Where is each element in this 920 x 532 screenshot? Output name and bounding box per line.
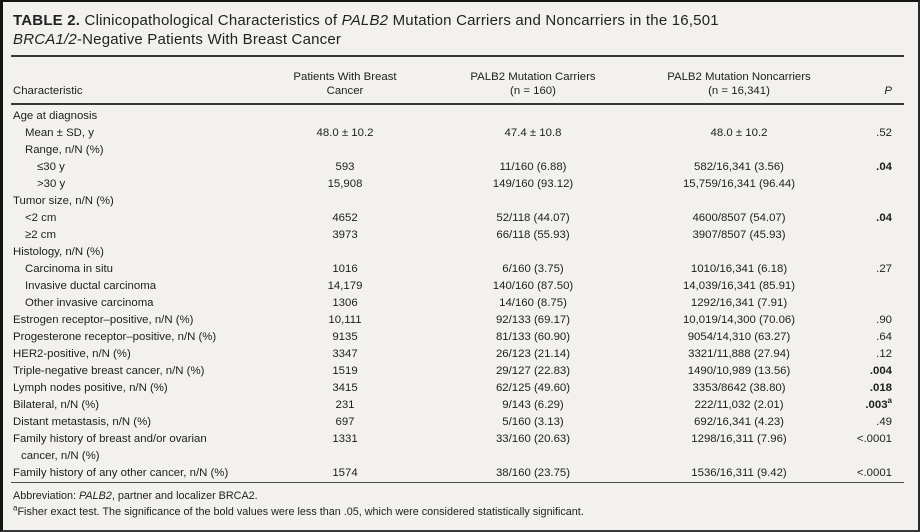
table-row: [3, 465, 918, 482]
p-value-superscript: a: [887, 395, 892, 405]
characteristic-cell: Histology, n/N (%): [13, 245, 104, 258]
carriers-cell: [435, 193, 631, 210]
p-value-cell: [847, 176, 918, 193]
significance-note: $^a$Fisher exact test. The significance of the bold values were less than .05, which were considered statistically significant.: [13, 502, 584, 518]
patients-cell: 9135: [332, 330, 358, 343]
characteristic-cell: ≥2 cm: [25, 228, 56, 241]
characteristic-cell: Age at diagnosis: [13, 109, 98, 122]
carriers-cell: 66/118 (55.93): [496, 228, 570, 241]
header-characteristic: Characteristic: [13, 84, 83, 97]
table-footnotes: [3, 483, 918, 520]
p-value-cell: .12: [876, 347, 892, 360]
characteristic-cell: HER2-positive, n/N (%): [13, 347, 131, 360]
table-row: [3, 312, 918, 329]
carriers-cell: 11/160 (6.88): [499, 160, 567, 173]
carriers-cell: 38/160 (23.75): [495, 466, 571, 479]
p-value-cell: [847, 227, 918, 244]
carriers-cell: 26/123 (21.14): [495, 347, 571, 360]
patients-cell: 48.0 ± 10.2: [316, 126, 374, 139]
carriers-cell: 5/160 (3.13): [502, 415, 564, 428]
table-row: [3, 210, 918, 227]
patients-cell: 14,179: [327, 279, 363, 292]
table-title-line2: BRCA1/2-Negative Patients With Breast Cancer: [13, 31, 342, 48]
characteristic-cell: Tumor size, n/N (%): [13, 194, 114, 207]
p-value-cell: [847, 193, 918, 210]
noncarriers-cell: [631, 108, 847, 125]
noncarriers-cell: 222/11,032 (2.01): [694, 398, 784, 411]
carriers-cell: 62/125 (49.60): [495, 381, 571, 394]
table-header-row: [3, 57, 918, 103]
noncarriers-cell: 582/16,341 (3.56): [694, 160, 784, 173]
p-value-cell: .90: [876, 313, 892, 326]
characteristic-cell: Lymph nodes positive, n/N (%): [13, 381, 168, 394]
carriers-cell: 14/160 (8.75): [499, 296, 567, 309]
table-title-line1: TABLE 2. Clinicopathological Characteristics of PALB2 Mutation Carriers and Noncarriers in the 16,501: [13, 12, 719, 29]
table-row: [3, 244, 918, 261]
patients-cell: 3347: [332, 347, 358, 360]
noncarriers-cell: 3907/8507 (45.93): [692, 228, 786, 241]
noncarriers-cell: 15,759/16,341 (96.44): [682, 177, 796, 190]
noncarriers-cell: 1490/10,989 (13.56): [687, 364, 791, 377]
noncarriers-cell: 48.0 ± 10.2: [710, 126, 768, 139]
p-value-cell: [847, 244, 918, 261]
noncarriers-cell: 1298/16,311 (7.96): [691, 432, 787, 445]
characteristic-cell: Progesterone receptor–positive, n/N (%): [13, 330, 217, 343]
carriers-cell: 47.4 ± 10.8: [504, 126, 562, 139]
p-value-cell: <.0001: [856, 432, 892, 445]
patients-cell: 1306: [332, 296, 358, 309]
characteristic-cell: Family history of breast and/or ovarian cancer, n/N (%): [3, 431, 255, 465]
p-value-cell: <.0001: [856, 466, 892, 479]
table-row: [3, 295, 918, 312]
p-value-cell: .003$^a$: [865, 395, 892, 411]
noncarriers-cell: [631, 244, 847, 261]
header-noncarriers: PALB2 Mutation Noncarriers (n = 16,341): [667, 71, 811, 97]
p-value-cell: [847, 278, 918, 295]
gene-name-palb2-footnote: PALB2: [79, 490, 112, 502]
carriers-cell: 52/118 (44.07): [496, 211, 570, 224]
table-row: [3, 227, 918, 244]
characteristic-cell: ≤30 y: [37, 160, 65, 173]
noncarriers-cell: 3321/11,888 (27.94): [688, 347, 790, 360]
characteristic-cell: Other invasive carcinoma: [25, 296, 154, 309]
p-value-cell: .49: [876, 415, 892, 428]
abbreviation-note: Abbreviation: PALB2, partner and localizer BRCA2.: [13, 490, 258, 502]
table-row: [3, 397, 918, 414]
p-value-cell: [847, 142, 918, 159]
characteristic-cell: <2 cm: [25, 211, 57, 224]
patients-cell: 231: [335, 398, 355, 411]
p-value-cell: .04: [876, 160, 892, 173]
noncarriers-cell: 9054/14,310 (63.27): [687, 330, 791, 343]
table-row: [3, 329, 918, 346]
carriers-cell: 81/133 (60.90): [495, 330, 571, 343]
carriers-cell: 33/160 (20.63): [495, 432, 571, 445]
characteristic-cell: Distant metastasis, n/N (%): [13, 415, 151, 428]
p-value-cell: .64: [876, 330, 892, 343]
patients-cell: [255, 193, 435, 210]
characteristic-cell: Mean ± SD, y: [25, 126, 94, 139]
patients-cell: [255, 244, 435, 261]
table-row: [3, 363, 918, 380]
patients-cell: 3973: [332, 228, 358, 241]
patients-cell: [255, 108, 435, 125]
patients-cell: [255, 142, 435, 159]
patients-cell: 1519: [332, 364, 358, 377]
table-row: [3, 193, 918, 210]
noncarriers-cell: 14,039/16,341 (85.91): [682, 279, 796, 292]
noncarriers-cell: 4600/8507 (54.07): [692, 211, 786, 224]
patients-cell: 4652: [332, 211, 358, 224]
noncarriers-cell: 3353/8642 (38.80): [692, 381, 786, 394]
table-row: [3, 159, 918, 176]
carriers-cell: 29/127 (22.83): [495, 364, 571, 377]
p-value-cell: .04: [876, 211, 892, 224]
characteristic-cell: Invasive ductal carcinoma: [25, 279, 157, 292]
header-patients: Patients With Breast Cancer: [293, 71, 397, 97]
header-carriers: PALB2 Mutation Carriers (n = 160): [470, 71, 596, 97]
gene-name-palb2: PALB2: [341, 12, 389, 29]
patients-cell: 1016: [332, 262, 358, 275]
carriers-cell: [435, 244, 631, 261]
table-row: [3, 414, 918, 431]
table-row: [3, 108, 918, 125]
patients-cell: 15,908: [327, 177, 363, 190]
patients-cell: 10,111: [328, 313, 362, 326]
noncarriers-cell: [631, 193, 847, 210]
p-value-cell: .018: [869, 381, 892, 394]
characteristic-cell: >30 y: [37, 177, 66, 190]
characteristic-cell: Range, n/N (%): [25, 143, 104, 156]
characteristic-cell: Carcinoma in situ: [25, 262, 113, 275]
carriers-cell: [435, 142, 631, 159]
characteristic-cell: Family history of any other cancer, n/N (%): [13, 466, 229, 479]
noncarriers-cell: 10,019/14,300 (70.06): [682, 313, 796, 326]
carriers-cell: 149/160 (93.12): [492, 177, 574, 190]
p-value-cell: .004: [869, 364, 892, 377]
noncarriers-cell: [631, 142, 847, 159]
carriers-cell: [435, 108, 631, 125]
footnote-marker-a: a: [13, 502, 18, 512]
patients-cell: 1574: [332, 466, 358, 479]
carriers-cell: 140/160 (87.50): [492, 279, 574, 292]
table-body: [3, 105, 918, 482]
characteristic-cell: Estrogen receptor–positive, n/N (%): [13, 313, 194, 326]
characteristic-cell-line2: cancer, n/N (%): [21, 449, 100, 462]
patients-cell: 3415: [332, 381, 358, 394]
characteristic-cell: Bilateral, n/N (%): [13, 398, 100, 411]
gene-name-brca: BRCA1/2: [13, 31, 77, 48]
table-row: [3, 346, 918, 363]
table-title: [3, 2, 918, 49]
carriers-cell: 9/143 (6.29): [502, 398, 564, 411]
table-row: [3, 380, 918, 397]
noncarriers-cell: 1292/16,341 (7.91): [690, 296, 788, 309]
p-value-cell: [847, 295, 918, 312]
patients-cell: 593: [335, 160, 355, 173]
carriers-cell: 92/133 (69.17): [495, 313, 571, 326]
noncarriers-cell: 1536/16,311 (9.42): [691, 466, 787, 479]
p-value-cell: .27: [876, 262, 892, 275]
table-number-label: TABLE 2.: [13, 12, 81, 29]
table-row: [3, 176, 918, 193]
p-value-cell: .52: [876, 126, 892, 139]
carriers-cell: 6/160 (3.75): [502, 262, 564, 275]
characteristic-cell: Triple-negative breast cancer, n/N (%): [13, 364, 205, 377]
table-row: [3, 261, 918, 278]
p-value-cell: [847, 108, 918, 125]
noncarriers-cell: 692/16,341 (4.23): [694, 415, 784, 428]
table-row: [3, 125, 918, 142]
table-row: [3, 142, 918, 159]
patients-cell: 697: [335, 415, 355, 428]
header-p-value: P: [884, 84, 892, 97]
noncarriers-cell: 1010/16,341 (6.18): [690, 262, 788, 275]
table-row: [3, 278, 918, 295]
patients-cell: 1331: [332, 432, 358, 445]
table-row: [3, 431, 918, 465]
